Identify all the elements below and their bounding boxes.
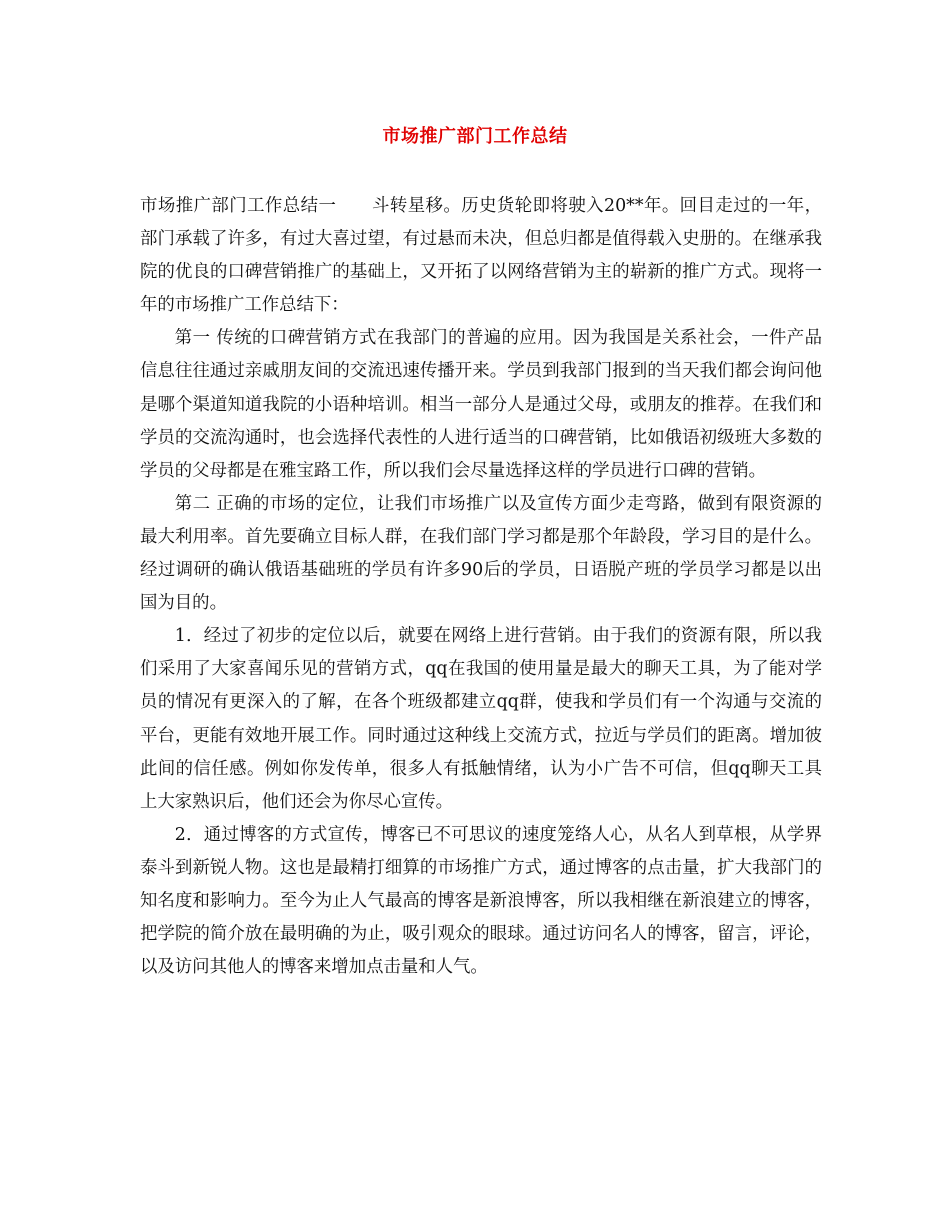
paragraph-section-one: 第一 传统的口碑营销方式在我部门的普遍的应用。因为我国是关系社会，一件产品信息往往通过亲戚朋友间的交流迅速传播开来。学员到我部门报到的当天我们都会询问他是哪个渠道知道我院的小语种培训。相当一部分人是通过父母，或朋友的推荐。在我们和学员的交流沟通时，也会选择代表性的人进行适当的口碑营销，比如俄语初级班大多数的学员的父母都是在雅宝路工作，所以我们会尽量选择这样的学员进行口碑的营销。	[140, 328, 822, 481]
paragraph-item-two: 2．通过博客的方式宣传，博客已不可思议的速度笼络人心，从名人到草根，从学界泰斗到新锐人物。这也是最精打细算的市场推广方式，通过博客的点击量，扩大我部门的知名度和影响力。至今为止人气最高的博客是新浪博客，所以我相继在新浪建立的博客，把学院的简介放在最明确的为止，吸引观众的眼球。通过访问名人的博客，留言，评论，以及访问其他人的博客来增加点击量和人气。	[140, 824, 822, 978]
paragraph-section-two: 第二 正确的市场的定位，让我们市场推广以及宣传方面少走弯路，做到有限资源的最大利用率。首先要确立目标人群，在我们部门学习都是那个年龄段，学习目的是什么。经过调研的确认俄语基础班的学员有许多90后的学员，日语脱产班的学员学习都是以出国为目的。	[140, 493, 822, 614]
document-title: 市场推广部门工作总结	[382, 126, 568, 147]
paragraph-intro: 市场推广部门工作总结一 斗转星移。历史货轮即将驶入20**年。回目走过的一年，部门承载了许多，有过大喜过望，有过悬而未决，但总归都是值得载入史册的。在继承我院的优良的口碑营销推广的基础上，又开拓了以网络营销为主的崭新的推广方式。现将一年的市场推广工作总结下：	[140, 196, 822, 316]
document-body	[140, 190, 822, 984]
paragraph-item-one: 1．经过了初步的定位以后，就要在网络上进行营销。由于我们的资源有限，所以我们采用了大家喜闻乐见的营销方式，qq在我国的使用量是最大的聊天工具，为了能对学员的情况有更深入的了解，在各个班级都建立qq群，使我和学员们有一个沟通与交流的平台，更能有效地开展工作。同时通过这种线上交流方式，拉近与学员们的距离。增加彼此间的信任感。例如你发传单，很多人有抵触情绪，认为小广告不可信，但qq聊天工具上大家熟识后，他们还会为你尽心宣传。	[140, 626, 822, 812]
